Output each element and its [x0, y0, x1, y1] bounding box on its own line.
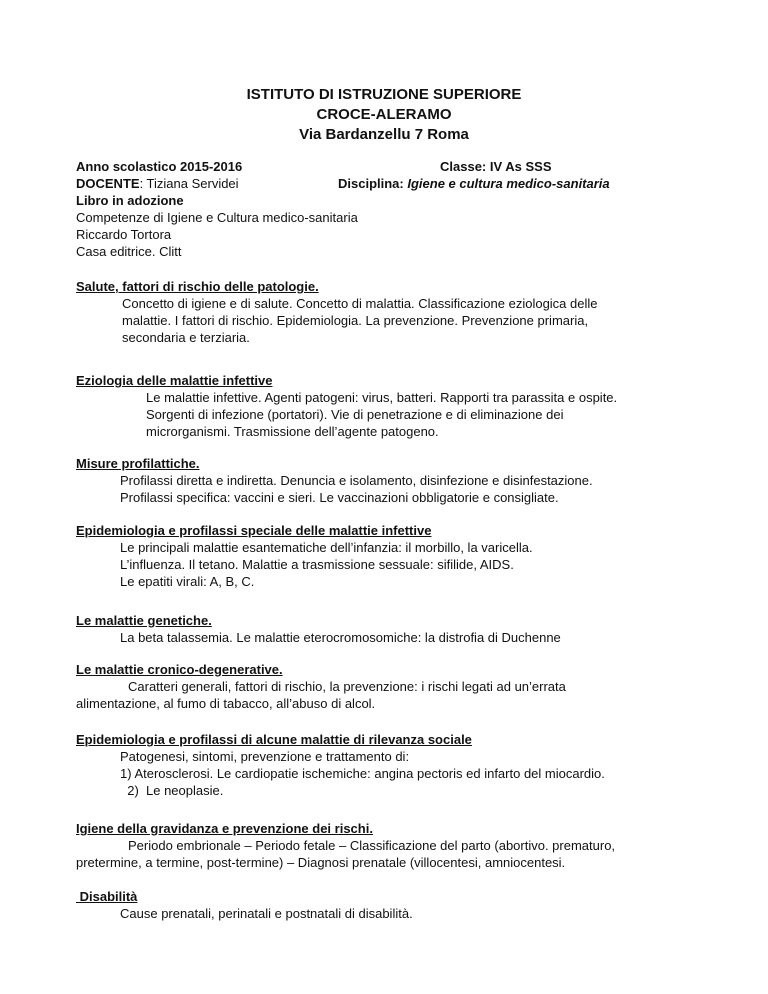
- section-line: 1) Aterosclerosi. Le cardiopatie ischemiche: angina pectoris ed infarto del miocardio.: [120, 766, 605, 781]
- section-line: Periodo embrionale – Periodo fetale – Classificazione del parto (abortivo. prematuro,: [128, 838, 616, 853]
- section-eziologia: [76, 372, 696, 440]
- section-line: Profilassi specifica: vaccini e sieri. Le vaccinazioni obbligatorie e consigliate.: [120, 490, 559, 505]
- section-line: malattie. I fattori di rischio. Epidemiologia. La prevenzione. Prevenzione primaria,: [122, 313, 589, 328]
- class-label: Classe: IV As SSS: [440, 159, 552, 174]
- course-info: [76, 158, 716, 260]
- section-line: Cause prenatali, perinatali e postnatali di disabilità.: [120, 906, 413, 921]
- header-line-1: ISTITUTO DI ISTRUZIONE SUPERIORE: [246, 86, 522, 103]
- header-line-2: CROCE-ALERAMO: [316, 106, 452, 123]
- textbook-author: Riccardo Tortora: [76, 227, 172, 242]
- subject-label: Disciplina:: [338, 176, 408, 191]
- section-line: secondaria e terziaria.: [122, 330, 250, 345]
- section-disabilita: [76, 888, 696, 922]
- section-title: Epidemiologia e profilassi speciale delle malattie infettive: [76, 523, 432, 538]
- section-title: Epidemiologia e profilassi di alcune malattie di rilevanza sociale: [76, 732, 472, 747]
- section-line: 2) Le neoplasie.: [120, 783, 224, 798]
- section-line: Le malattie infettive. Agenti patogeni: virus, batteri. Rapporti tra parassita e ospite.: [146, 390, 618, 405]
- section-title: Misure profilattiche.: [76, 456, 200, 471]
- textbook-publisher: Casa editrice. Clitt: [76, 244, 182, 259]
- subject-name: Igiene e cultura medico-sanitaria: [407, 176, 610, 191]
- section-salute: [76, 278, 696, 346]
- teacher-label: DOCENTE: [76, 176, 140, 191]
- section-genetiche: [76, 612, 696, 646]
- section-epidemiologia-infettive: [76, 522, 696, 590]
- section-title: Salute, fattori di rischio delle patologie.: [76, 279, 319, 294]
- section-rilevanza-sociale: [76, 731, 696, 799]
- section-title: Igiene della gravidanza e prevenzione dei rischi.: [76, 821, 373, 836]
- section-misure-profilattiche: [76, 455, 696, 506]
- section-line: La beta talassemia. Le malattie eterocromosomiche: la distrofia di Duchenne: [120, 630, 561, 645]
- section-line: Concetto di igiene e di salute. Concetto di malattia. Classificazione eziologica delle: [122, 296, 598, 311]
- section-line: Patogenesi, sintomi, prevenzione e trattamento di:: [120, 749, 410, 764]
- section-line: Caratteri generali, fattori di rischio, la prevenzione: i rischi legati ad un’errata: [128, 679, 566, 694]
- section-title: Le malattie genetiche.: [76, 613, 212, 628]
- school-header: [0, 85, 768, 145]
- section-line: Le principali malattie esantematiche dell’infanzia: il morbillo, la varicella.: [120, 540, 533, 555]
- section-line: L’influenza. Il tetano. Malattie a trasmissione sessuale: sifilide, AIDS.: [120, 557, 514, 572]
- header-line-3: Via Bardanzellu 7 Roma: [299, 126, 469, 143]
- section-line: alimentazione, al fumo di tabacco, all’abuso di alcol.: [76, 696, 376, 711]
- teacher-name: : Tiziana Servidei: [139, 176, 239, 191]
- section-title: Disabilità: [76, 889, 138, 904]
- textbook-label: Libro in adozione: [76, 193, 184, 208]
- section-line: microrganismi. Trasmissione dell’agente patogeno.: [146, 424, 439, 439]
- section-line: Profilassi diretta e indiretta. Denuncia e isolamento, disinfezione e disinfestazione.: [120, 473, 593, 488]
- section-line: Le epatiti virali: A, B, C.: [120, 574, 255, 589]
- section-cronico-degenerative: [76, 661, 696, 712]
- section-line: pretermine, a termine, post-termine) – Diagnosi prenatale (villocentesi, amniocentesi.: [76, 855, 566, 870]
- school-year: Anno scolastico 2015-2016: [76, 159, 243, 174]
- section-title: Le malattie cronico-degenerative.: [76, 662, 283, 677]
- section-title: Eziologia delle malattie infettive: [76, 373, 273, 388]
- section-line: Sorgenti di infezione (portatori). Vie di penetrazione e di eliminazione dei: [146, 407, 564, 422]
- section-gravidanza: [76, 820, 696, 871]
- textbook-title: Competenze di Igiene e Cultura medico-sanitaria: [76, 210, 358, 225]
